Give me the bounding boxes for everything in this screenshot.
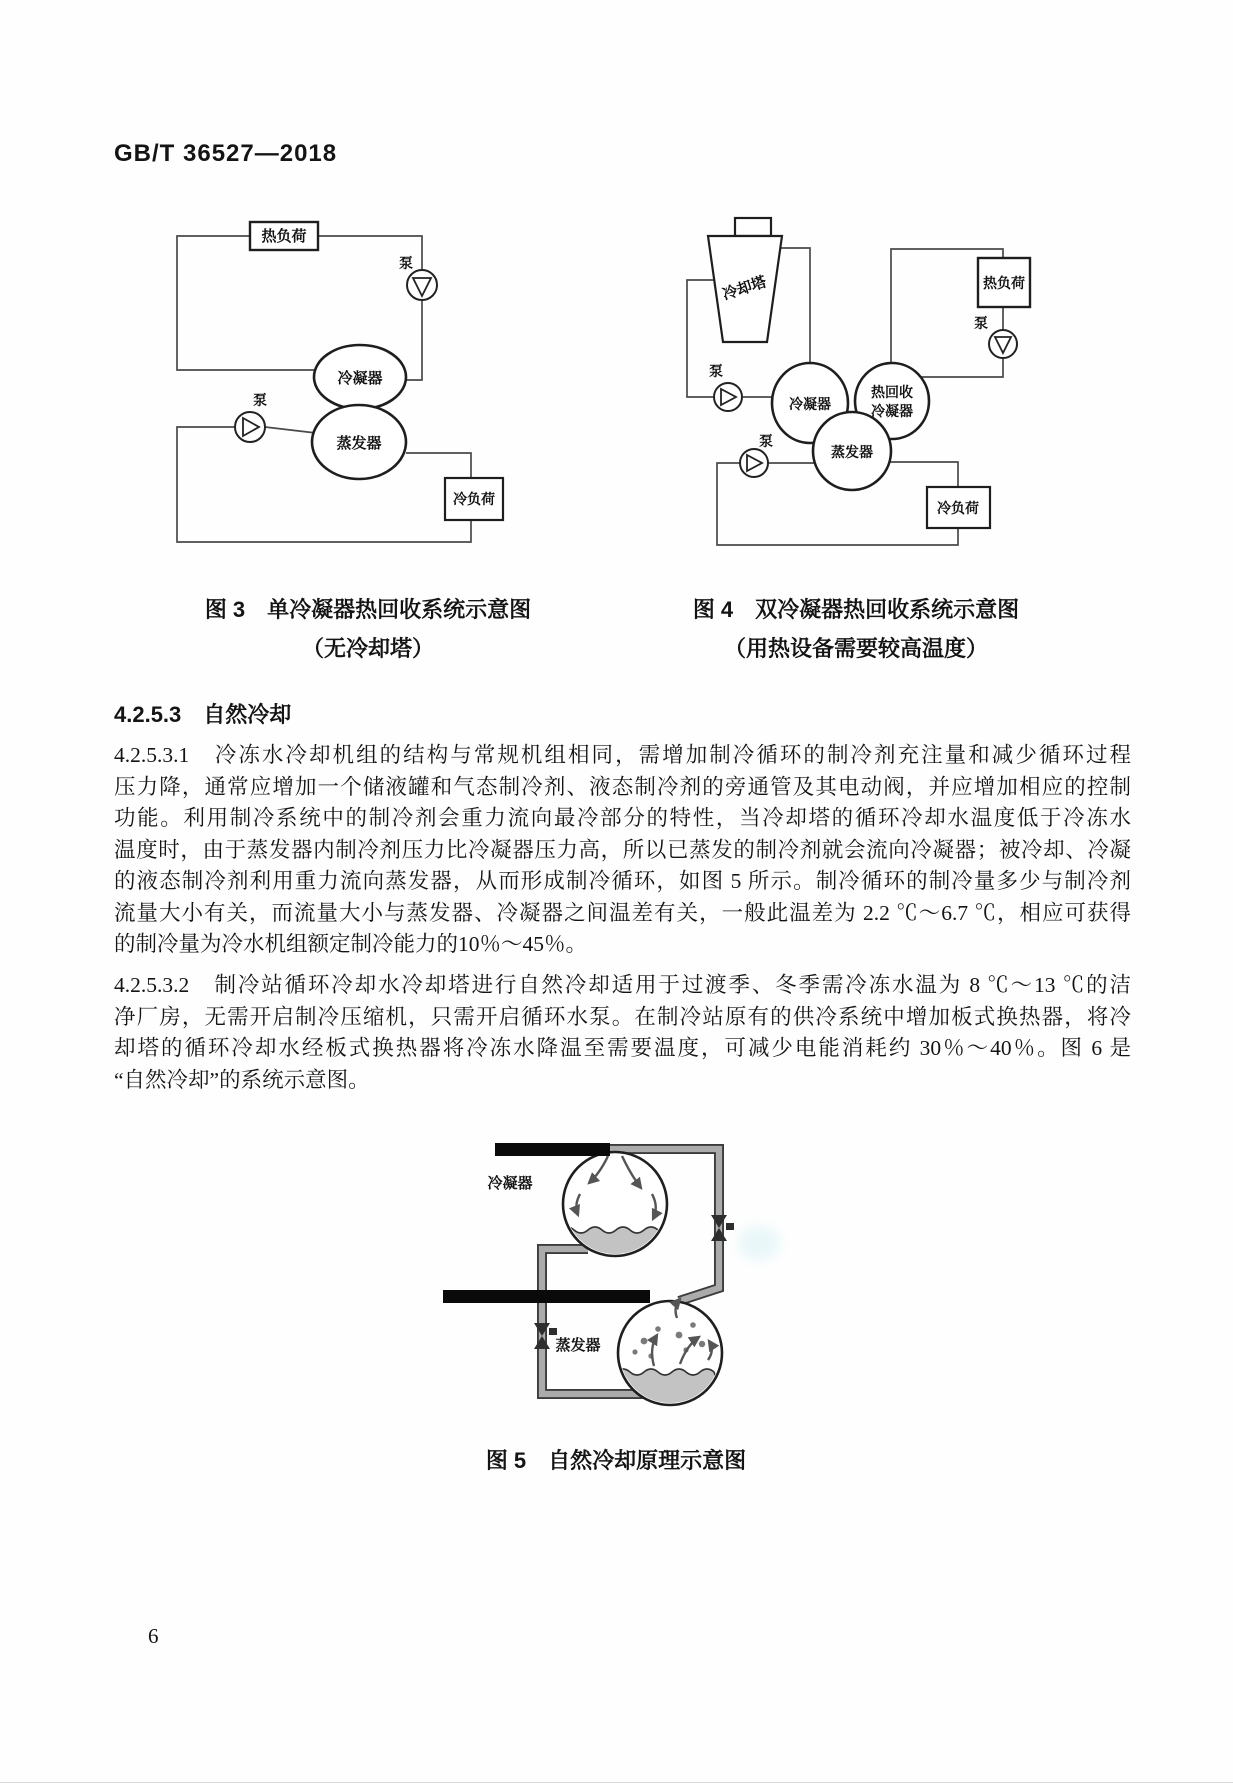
fig3-heat-load-label: 热负荷 bbox=[261, 228, 307, 245]
body-line: 的制冷量为冷水机组额定制冷能力的10％～45％。 bbox=[114, 932, 588, 956]
fig5-condenser-label: 冷凝器 bbox=[487, 1175, 533, 1192]
body-line: 却塔的循环冷却水经板式换热器将冷冻水降温至需要温度，可减少电能消耗约 30％～40％。图 6 是 bbox=[114, 1036, 1131, 1060]
fig4-evaporator-label: 蒸发器 bbox=[831, 444, 873, 460]
body-line: 温度时，由于蒸发器内制冷剂压力比冷凝器压力高，所以已蒸发的制冷剂就会流向冷凝器；被冷却、冷凝 bbox=[114, 837, 1131, 862]
fig5-evaporator-label: 蒸发器 bbox=[555, 1337, 601, 1354]
body-line: “自然冷却”的系统示意图。 bbox=[114, 1067, 370, 1092]
fig4-cooling-tower-label: 冷却塔 bbox=[720, 273, 769, 304]
fig3-pump-top-label: 泵 bbox=[399, 255, 413, 271]
fig3-evaporator-label: 蒸发器 bbox=[336, 435, 382, 452]
section-heading: 4.2.5.3 自然冷却 bbox=[114, 702, 292, 727]
fig4-cooling-load-label: 冷负荷 bbox=[937, 500, 979, 516]
figure5-caption: 图 5 自然冷却原理示意图 bbox=[485, 1448, 747, 1473]
fig4-heat-load-label: 热负荷 bbox=[983, 275, 1025, 291]
fig4-heat-recovery-label2: 冷凝器 bbox=[871, 403, 913, 419]
fig3-pump-left-label: 泵 bbox=[253, 392, 267, 408]
paragraph-4-2-5-3-1 bbox=[114, 740, 1131, 961]
fig4-pump-chilled-label: 泵 bbox=[759, 433, 773, 449]
fig3-condenser-label: 冷凝器 bbox=[337, 370, 383, 387]
fig3-cooling-load-label: 冷负荷 bbox=[453, 491, 495, 507]
figure3-caption-sub: （无冷却塔） bbox=[301, 636, 434, 661]
figure3-caption: 图 3 单冷凝器热回收系统示意图 bbox=[204, 597, 532, 622]
figure4-caption: 图 4 双冷凝器热回收系统示意图 bbox=[692, 597, 1020, 622]
body-line: 流量大小有关，而流量大小与蒸发器、冷凝器之间温差有关，一般此温差为 2.2 ℃～6.7 ℃，相应可获得 bbox=[114, 900, 1131, 925]
standard-number-header: GB/T 36527—2018 bbox=[114, 140, 338, 167]
body-line: 4.2.5.3.1 冷冻水冷却机组的结构与常规机组相同，需增加制冷循环的制冷剂充注量和减少循环过程 bbox=[114, 743, 1131, 767]
figure4-diagram bbox=[600, 190, 1100, 550]
body-line: 的液态制冷剂利用重力流向蒸发器，从而形成制冷循环，如图 5 所示。制冷循环的制冷量多少与制冷剂 bbox=[114, 869, 1131, 893]
fig4-heat-recovery-label1: 热回收 bbox=[871, 384, 913, 400]
fig5-chilled-water-main-top bbox=[495, 1143, 610, 1156]
body-line: 功能。利用制冷系统中的制冷剂会重力流向最冷部分的特性，当冷却塔的循环冷却水温度低于冷冻水 bbox=[114, 806, 1131, 830]
body-line: 4.2.5.3.2 制冷站循环冷却水冷却塔进行自然冷却适用于过渡季、冬季需冷冻水温为 8 ℃～13 ℃的洁 bbox=[114, 973, 1131, 997]
body-line: 压力降，通常应增加一个储液罐和气态制冷剂、液态制冷剂的旁通管及其电动阀，并应增加相应的控制 bbox=[114, 774, 1131, 799]
fig4-condenser-label: 冷凝器 bbox=[789, 396, 831, 412]
fig5-chilled-water-main-bottom bbox=[443, 1290, 650, 1303]
figure5-diagram bbox=[430, 1138, 740, 1448]
scan-smudge bbox=[738, 1226, 780, 1260]
figure3-diagram bbox=[150, 190, 560, 550]
figure4-caption-sub: （用热设备需要较高温度） bbox=[723, 636, 988, 661]
paragraph-4-2-5-3-2 bbox=[114, 970, 1131, 1096]
body-line: 净厂房，无需开启制冷压缩机，只需开启循环水泵。在制冷站原有的供冷系统中增加板式换热器，将冷 bbox=[114, 1004, 1131, 1029]
fig4-pump-heat-label: 泵 bbox=[974, 315, 988, 331]
fig4-pump-tower-label: 泵 bbox=[709, 363, 723, 379]
page-number: 6 bbox=[148, 1624, 159, 1648]
